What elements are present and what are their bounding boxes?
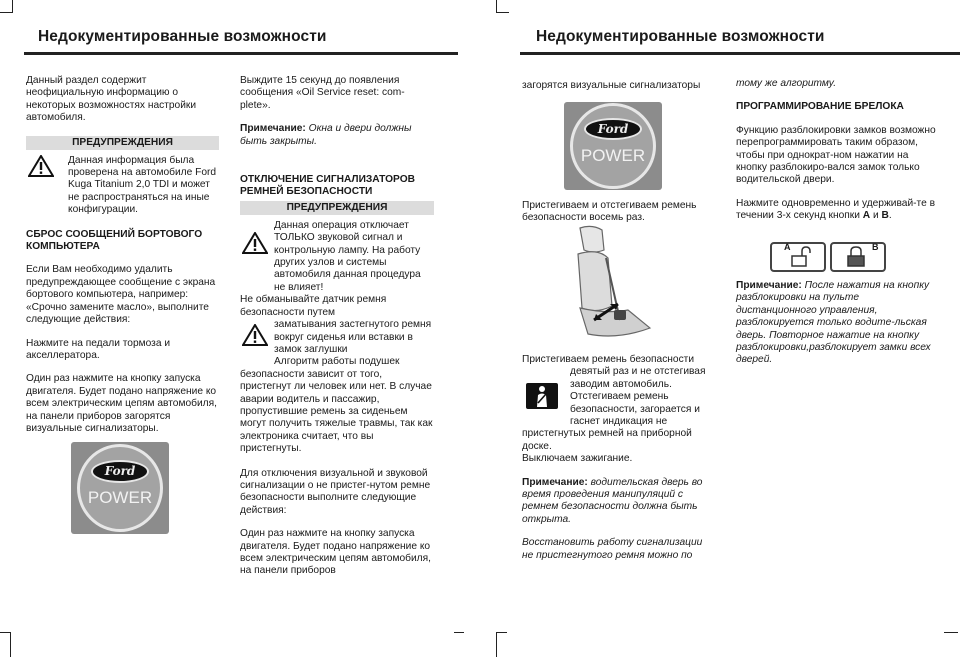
lock-icon — [832, 244, 884, 270]
warning-triangle-icon — [242, 232, 268, 254]
left-col-1 — [26, 75, 219, 446]
crop-mark — [0, 0, 13, 13]
warnings-label: ПРЕДУПРЕЖДЕНИЯ — [26, 136, 219, 150]
warning-2-tail: Алгоритм работы подушек безопасности зависит от того, пристегнут ли человек или нет. В случае аварии водитель и пассажир, пропустившие ремень за сиденьем могут получить тяжелые травмы, так как электроника считает, что вы пристегнуты. — [240, 356, 433, 455]
warning-1-tail: Не обманывайте датчик ремня безопасности путем — [240, 294, 387, 318]
crop-mark — [496, 0, 509, 13]
press-para: Один раз нажмите на кнопку запуска двигателя. Будет подано напряжение ко всем электрическим цепям автомобиля, на панели приборов — [240, 528, 431, 577]
fob-button-a — [770, 242, 826, 272]
crop-mark — [944, 632, 958, 657]
right-col-1-lower — [522, 354, 716, 573]
lights-text: загорятся визуальные сигнализаторы — [522, 80, 701, 91]
buckle-eight-text: Пристегиваем и отстегиваем ремень безопасности восемь раз. — [522, 200, 697, 224]
restore-text: Восстановить работу сигнализации не пристегнутого ремня можно по — [522, 537, 703, 561]
note-windows: Примечание: Окна и двери должны быть закрыты. — [240, 123, 412, 147]
warning-1-text: Данная операция отключает ТОЛЬКО звуковой сигнал и контрольную лампу. На работу других узлов и системы автомобиля данная процедура не влияет! — [274, 219, 421, 293]
power-button-image — [564, 102, 662, 190]
crop-mark — [454, 632, 464, 657]
ford-logo-icon: Ford — [91, 460, 149, 483]
fob-button-b — [830, 242, 886, 272]
seatbelt-warning-icon — [526, 383, 558, 409]
seatbelt-person-icon — [526, 383, 558, 409]
buckle-nine-text: девятый раз и не отстегивая заводим автомобиль. Отстегиваем ремень безопасности, загорается и гаснет индикация не — [570, 366, 706, 428]
warning-triangle-icon — [28, 155, 54, 177]
algo-tail: тому же алгоритму. — [736, 78, 837, 89]
warning-2-text: заматывания застегнутого ремня вокруг сиденья или вставки в замок заглушки — [274, 319, 432, 355]
warning-block-2 — [240, 319, 434, 356]
fob-heading: ПРОГРАММИРОВАНИЕ БРЕЛОКА — [736, 101, 904, 113]
reset-para-3: Один раз нажмите на кнопку запуска двигателя. Будет подано напряжение ко всем электрическим цепям автомобиля, на панели приборов загорятся визуальные сигнализаторы. — [26, 373, 217, 434]
buckle-nine-block — [522, 366, 716, 428]
left-title-rule — [24, 52, 458, 55]
fob-button-a-label: A — [784, 242, 791, 252]
fob-button-b-label: B — [872, 242, 879, 252]
right-title-rule — [520, 52, 960, 55]
warning-block-1 — [240, 220, 434, 294]
note-door: Примечание: водительская дверь во время проведения манипуляций с ремнем безопасности должна быть открыта. — [522, 476, 703, 525]
fob-para-2: Нажмите одновременно и удерживай-те в течении 3-х секунд кнопки A и B. — [736, 197, 935, 222]
seat-buckle-illustration — [558, 224, 658, 344]
ford-logo-icon: Ford — [584, 118, 642, 140]
power-label: POWER — [580, 146, 646, 165]
warning-triangle-icon — [242, 324, 268, 346]
right-col-2-lower — [736, 280, 936, 378]
belt-heading: ОТКЛЮЧЕНИЕ СИГНАЛИЗАТОРОВ РЕМНЕЙ БЕЗОПАСНОСТИ — [240, 174, 415, 198]
disable-para: Для отключения визуальной и звуковой сигнализации о не пристег-нутом ремне безопасности выполните следующие действия: — [240, 467, 431, 516]
unlock-icon — [772, 244, 824, 270]
right-page-title: Недокументированные возможности — [536, 28, 825, 45]
note-fob: Примечание: После нажатия на кнопку разблокировки на пульте дистанционного управления, разблокируется только водите-льская дверь. Повторное нажатие на кнопку разблокировки,разблокирует замки всех дверей. — [736, 280, 931, 366]
wait-text: Выждите 15 секунд до появления сообщения «Oil Service reset: com-plete». — [240, 75, 405, 111]
reset-para-2: Нажмите на педали тормоза и акселлератора. — [26, 337, 171, 361]
intro-text: Данный раздел содержит неофициальную информацию о некоторых возможностях настройки автомобиля. — [26, 75, 197, 124]
crop-mark — [0, 632, 11, 657]
right-col-2 — [736, 78, 936, 234]
fob-para-1: Функцию разблокировки замков возможно перепрограммировать таким образом, чтобы при однократ-ном нажатии на кнопку разблокиро-вался замок только водительской двери. — [736, 124, 936, 186]
power-button-image — [71, 442, 169, 534]
left-col-2 — [240, 75, 434, 589]
reset-heading: СБРОС СООБЩЕНИЙ БОРТОВОГО КОМПЬЮТЕРА — [26, 228, 203, 253]
buckle-nine-line: Пристегиваем ремень безопасности — [522, 354, 695, 365]
right-col-1 — [522, 80, 716, 103]
warning-text: Данная информация была проверена на автомобиле Ford Kuga Titanium 2,0 TDI и может не распространяться на иные конфигурации. — [68, 154, 217, 216]
ignition-off: Выключаем зажигание. — [522, 453, 633, 465]
left-page-title: Недокументированные возможности — [38, 28, 327, 45]
warning-block — [26, 155, 219, 217]
power-label: POWER — [87, 488, 153, 507]
buckle-nine-tail: пристегнутых ремней на приборной доске. — [522, 428, 692, 452]
crop-mark — [496, 632, 507, 657]
reset-para-1: Если Вам необходимо удалить предупреждающее сообщение с экрана бортового компьютера, например: «Срочно замените масло», выполните следующие действия: — [26, 264, 216, 326]
warnings-label-2: ПРЕДУПРЕЖДЕНИЯ — [240, 201, 434, 215]
